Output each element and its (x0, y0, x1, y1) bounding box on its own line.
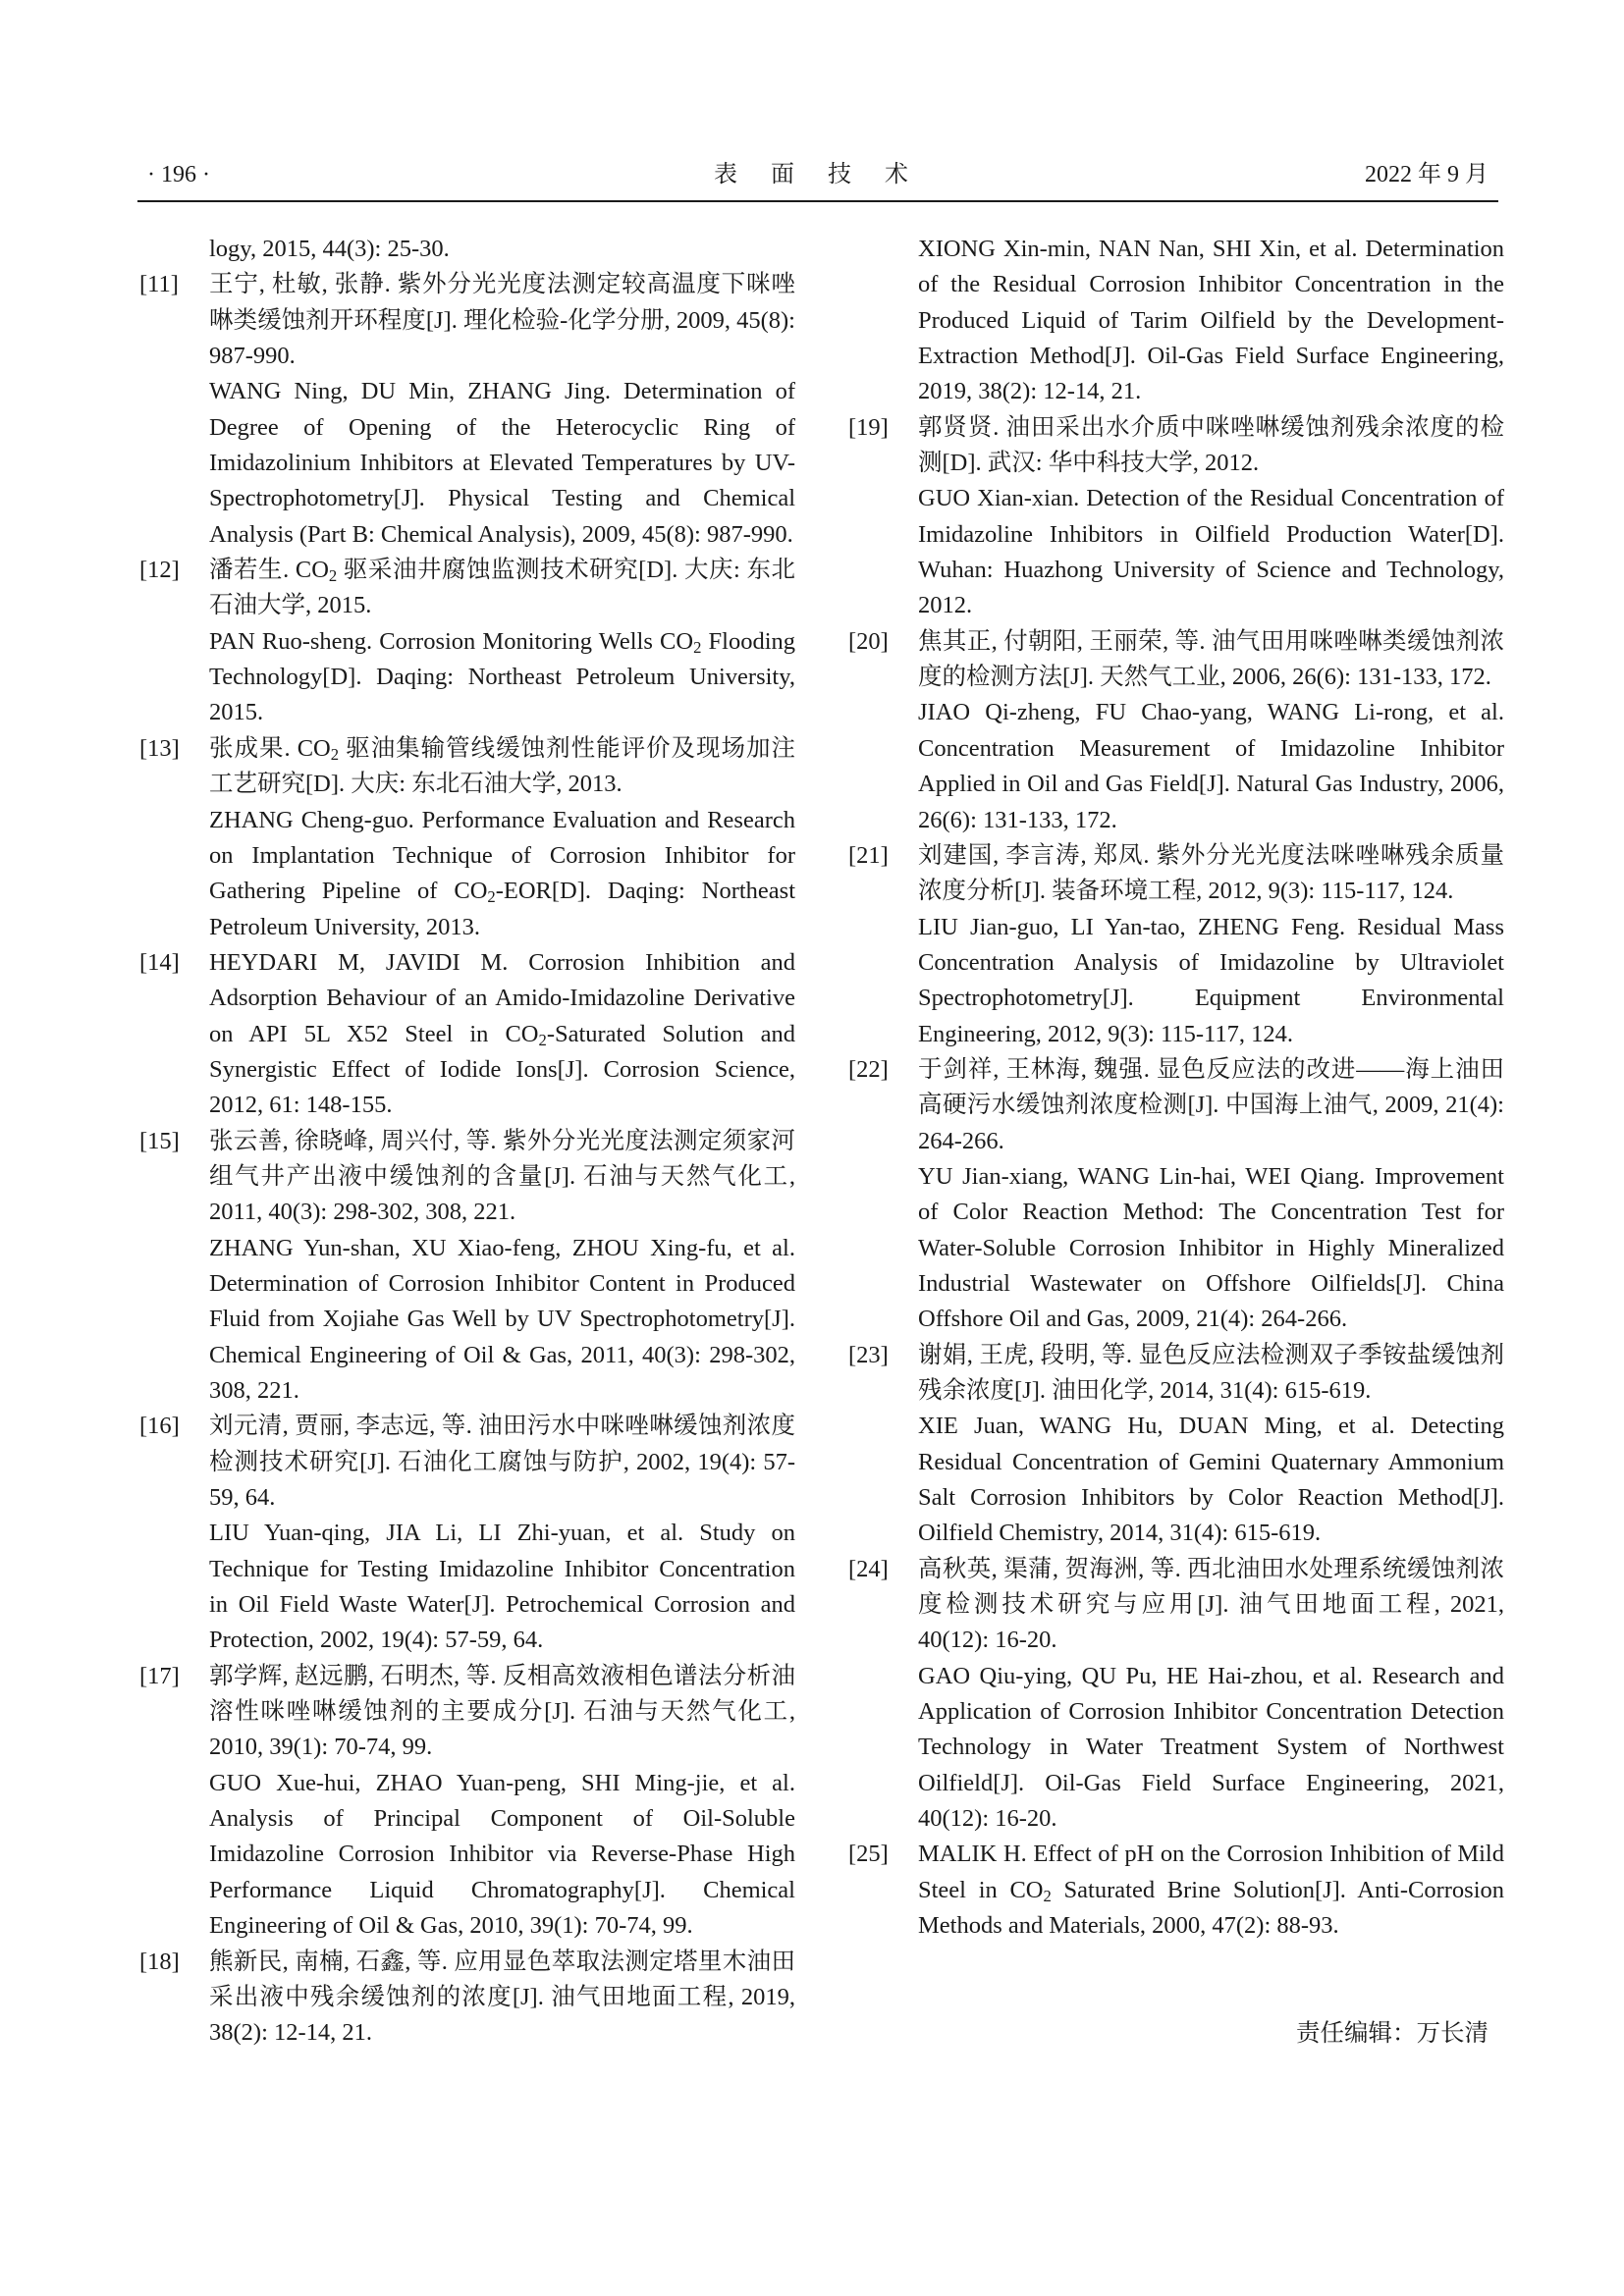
reference-continuation: XIONG Xin-min, NAN Nan, SHI Xin, et al. Determination of the Residual Corrosion Inhibitor Concentration in the Produced Liquid of Tarim Oilfield by the Development-Extraction Method[J]. Oil-Gas Field Surface Engineering, 2019, 38(2): 12-14, 21. (918, 236, 1504, 405)
reference-item (137, 553, 795, 731)
reference-english: XIE Juan, WANG Hu, DUAN Ming, et al. Detecting Residual Concentration of Gemini Quaternary Ammonium Salt Corrosion Inhibitors by Color Reaction Method[J]. Oilfield Chemistry, 2014, 31(4): 615-619. (918, 1413, 1504, 1547)
reference-number: [17] (139, 1662, 180, 1689)
reference-number: [24] (848, 1555, 889, 1582)
reference-item (137, 731, 795, 945)
reference-chinese: 焦其正, 付朝阳, 王丽荣, 等. 油气田用咪唑啉类缓蚀剂浓度的检测方法[J]. 天然气工业, 2006, 26(6): 131-133, 172. (918, 627, 1504, 691)
reference-english: LIU Yuan-qing, JIA Li, LI Zhi-yuan, et al. Study on Technique for Testing Imidazoline Inhibitor Concentration in Oil Field Waste Water[J]. Petrochemical Corrosion and Protection, 2002, 19(4): 57-59, 64. (209, 1520, 795, 1654)
reference-item (846, 1338, 1504, 1552)
reference-english: ZHANG Yun-shan, XU Xiao-feng, ZHOU Xing-fu, et al. Determination of Corrosion Inhibitor Content in Produced Fluid from Xojiahe Gas Well by UV Spectrophotometry[J]. Chemical Engineering of Oil & Gas, 2011, 40(3): 298-302, 308, 221. (209, 1234, 795, 1404)
reference-english: GUO Xian-xian. Detection of the Residual Concentration of Imidazoline Inhibitors in Oilfield Production Water[D]. Wuhan: Huazhong University of Science and Technology, 2012. (918, 485, 1504, 619)
reference-item (846, 1552, 1504, 1838)
right-column (846, 232, 1504, 1945)
reference-number: [11] (139, 271, 179, 298)
reference-list-right (846, 410, 1504, 1945)
reference-number: [20] (848, 627, 889, 655)
reference-item (846, 1052, 1504, 1338)
reference-english: WANG Ning, DU Min, ZHANG Jing. Determination of Degree of Opening of the Heterocyclic Ring of Imidazolinium Inhibitors at Elevated Temperatures by UV-Spectrophotometry[J]. Physical Testing and Chemical Analysis (Part B: Chemical Analysis), 2009, 45(8): 987-990. (209, 378, 795, 548)
reference-number: [25] (848, 1841, 889, 1868)
reference-item (137, 1124, 795, 1410)
left-column (137, 232, 795, 2052)
reference-chinese: 于剑祥, 王林海, 魏强. 显色反应法的改进——海上油田高硬污水缓蚀剂浓度检测[J]. 中国海上油气, 2009, 21(4): 264-266. (918, 1055, 1504, 1154)
reference-chinese: 刘建国, 李言涛, 郑凤. 紫外分光光度法咪唑啉残余质量浓度分析[J]. 装备环境工程, 2012, 9(3): 115-117, 124. (918, 841, 1504, 905)
reference-list-left (137, 267, 795, 2051)
reference-chinese: 熊新民, 南楠, 石鑫, 等. 应用显色萃取法测定塔里木油田采出液中残余缓蚀剂的浓度[J]. 油气田地面工程, 2019, 38(2): 12-14, 21. (209, 1948, 795, 2047)
reference-number: [15] (139, 1127, 180, 1154)
reference-english: GAO Qiu-ying, QU Pu, HE Hai-zhou, et al. Research and Application of Corrosion Inhibitor Concentration Detection Technology in Water Treatment System of Northwest Oilfield[J]. Oil-Gas Field Surface Engineering, 2021, 40(12): 16-20. (918, 1662, 1504, 1833)
reference-number: [21] (848, 841, 889, 869)
reference-number: [16] (139, 1413, 180, 1440)
reference-item (137, 945, 795, 1124)
reference-item (137, 267, 795, 553)
reference-english: HEYDARI M, JAVIDI M. Corrosion Inhibition and Adsorption Behaviour of an Amido-Imidazoline Derivative on API 5L X52 Steel in $CO_2$-Saturated Solution and Synergistic Effect of Iodide Ions[J]. Corrosion Science, 2012, 61: 148-155. (209, 948, 795, 1119)
reference-english: JIAO Qi-zheng, FU Chao-yang, WANG Li-rong, et al. Concentration Measurement of Imidazoline Inhibitor Applied in Oil and Gas Field[J]. Natural Gas Industry, 2006, 26(6): 131-133, 172. (918, 699, 1504, 833)
reference-english: ZHANG Cheng-guo. Performance Evaluation and Research on Implantation Technique of Corrosion Inhibitor for Gathering Pipeline of $CO_2-EOR[D]$. Daqing: Northeast Petroleum University, 2013. (209, 806, 795, 940)
reference-english: GUO Xue-hui, ZHAO Yuan-peng, SHI Ming-jie, et al. Analysis of Principal Component of Oil-Soluble Imidazoline Corrosion Inhibitor via Reverse-Phase High Performance Liquid Chromatography[J]. Chemical Engineering of Oil & Gas, 2010, 39(1): 70-74, 99. (209, 1769, 795, 1940)
issue-date: 2022 年 9 月 (1365, 162, 1489, 187)
reference-chinese: 郭贤贤. 油田采出水介质中咪唑啉缓蚀剂残余浓度的检测[D]. 武汉: 华中科技大学, 2012. (918, 413, 1504, 477)
reference-chinese: 谢娟, 王虎, 段明, 等. 显色反应法检测双子季铵盐缓蚀剂残余浓度[J]. 油田化学, 2014, 31(4): 615-619. (918, 1341, 1504, 1404)
reference-english: LIU Jian-guo, LI Yan-tao, ZHENG Feng. Residual Mass Concentration Analysis of Imidazoline by Ultraviolet Spectrophotometry[J]. Equipment Environmental Engineering, 2012, 9(3): 115-117, 124. (918, 913, 1504, 1047)
reference-item (137, 1659, 795, 1945)
page-header (137, 157, 1498, 202)
reference-item (846, 624, 1504, 838)
reference-item (137, 1409, 795, 1658)
reference-number: [13] (139, 734, 180, 762)
reference-number: [14] (139, 948, 180, 976)
reference-number: [19] (848, 413, 889, 441)
reference-english: PAN Ruo-sheng. Corrosion Monitoring Wells $CO_2$ Flooding Technology[D]. Daqing: Northeast Petroleum University, 2015. (209, 627, 795, 726)
reference-item (137, 1945, 795, 2052)
page-number: · 196 · (147, 162, 210, 187)
reference-chinese: 张成果. $CO_2$ 驱油集输管线缓蚀剂性能评价及现场加注工艺研究[D]. 大庆: 东北石油大学, 2013. (209, 734, 796, 798)
reference-number: [18] (139, 1948, 180, 1975)
reference-number: [23] (848, 1341, 889, 1368)
reference-chinese: 高秋英, 渠蒲, 贺海洲, 等. 西北油田水处理系统缓蚀剂浓度检测技术研究与应用[J]. 油气田地面工程, 2021, 40(12): 16-20. (918, 1555, 1504, 1654)
reference-chinese: 刘元清, 贾丽, 李志远, 等. 油田污水中咪唑啉缓蚀剂浓度检测技术研究[J]. 石油化工腐蚀与防护, 2002, 19(4): 57-59, 64. (209, 1413, 795, 1512)
reference-english: MALIK H. Effect of pH on the Corrosion Inhibition of Mild Steel in $CO_2$ Saturated Brine Solution[J]. Anti-Corrosion Methods and Materials, 2000, 47(2): 88-93. (918, 1841, 1505, 1940)
reference-item (846, 410, 1504, 624)
responsible-editor: 责任编辑：万长清 (1296, 2020, 1489, 2047)
reference-chinese: 王宁, 杜敏, 张静. 紫外分光光度法测定较高温度下咪唑啉类缓蚀剂开环程度[J]. 理化检验-化学分册, 2009, 45(8): 987-990. (209, 271, 795, 370)
reference-chinese: 潘若生. $CO_2$ 驱采油井腐蚀监测技术研究[D]. 大庆: 东北石油大学, 2015. (209, 557, 795, 619)
journal-title: 表 面 技 术 (714, 162, 922, 187)
reference-chinese: 张云善, 徐晓峰, 周兴付, 等. 紫外分光光度法测定须家河组气井产出液中缓蚀剂的含量[J]. 石油与天然气化工, 2011, 40(3): 298-302, 308, 221. (209, 1127, 795, 1226)
reference-chinese: 郭学辉, 赵远鹏, 石明杰, 等. 反相高效液相色谱法分析油溶性咪唑啉缓蚀剂的主要成分[J]. 石油与天然气化工, 2010, 39(1): 70-74, 99. (209, 1662, 795, 1761)
reference-number: [12] (139, 557, 180, 584)
reference-item (846, 838, 1504, 1052)
reference-item (846, 1837, 1504, 1944)
reference-continuation: logy, 2015, 44(3): 25-30. (209, 236, 450, 262)
reference-number: [22] (848, 1055, 889, 1083)
reference-english: YU Jian-xiang, WANG Lin-hai, WEI Qiang. Improvement of Color Reaction Method: The Concentration Test for Water-Soluble Corrosion Inhibitor in Highly Mineralized Industrial Wastewater on Offshore Oilfields[J]. China Offshore Oil and Gas, 2009, 21(4): 264-266. (918, 1162, 1504, 1333)
